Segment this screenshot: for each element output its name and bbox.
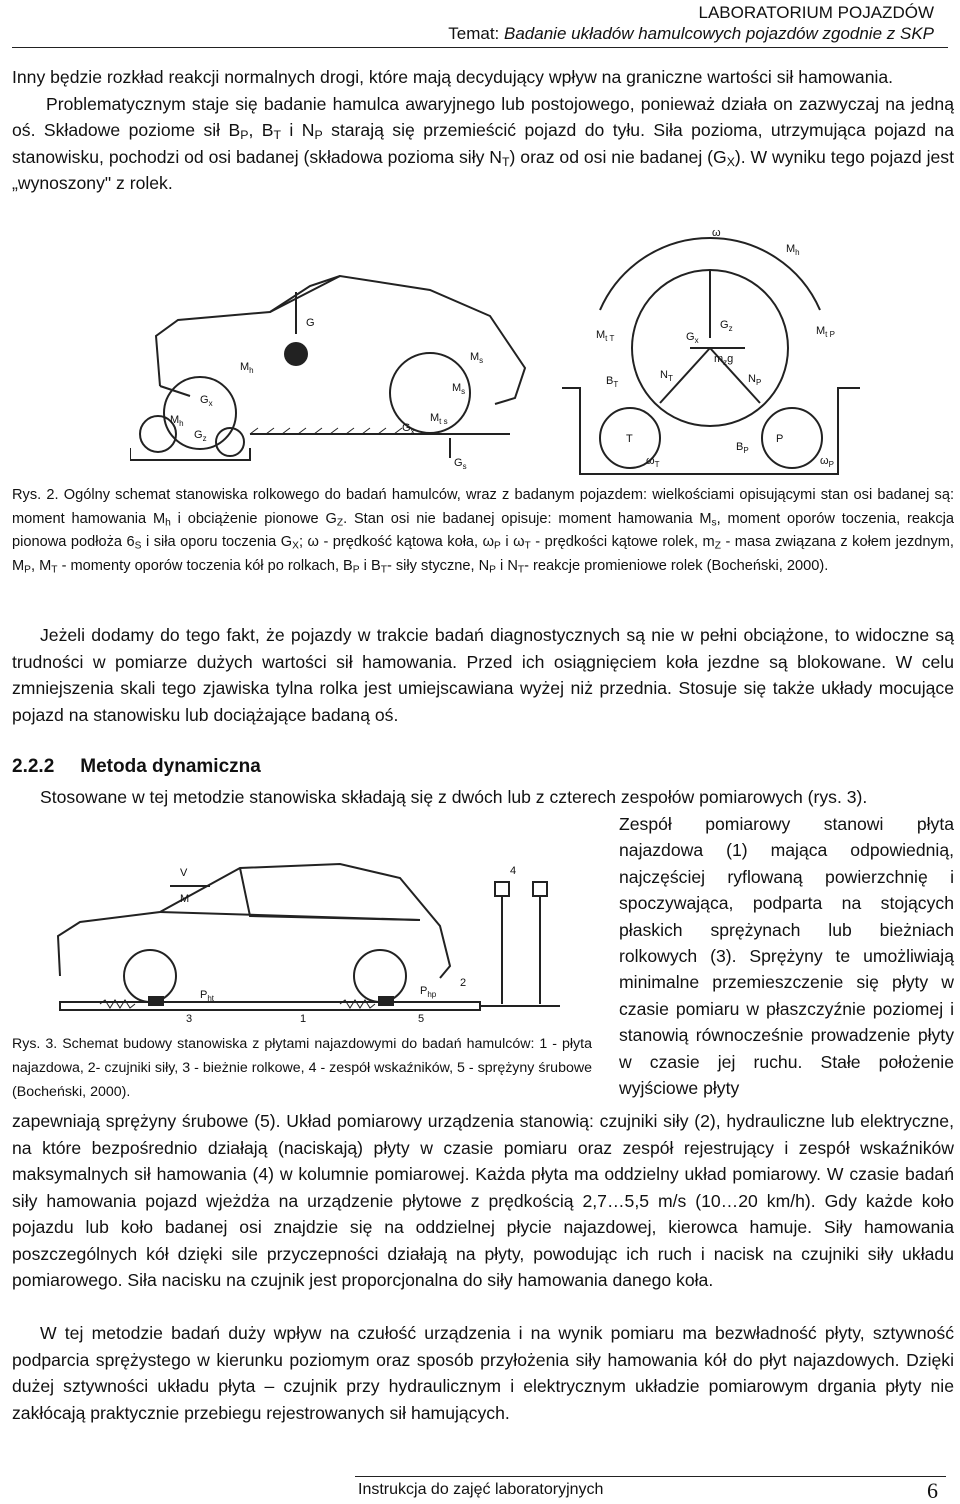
label-NT-base: N [660, 369, 668, 381]
label-MtT [596, 329, 614, 343]
text: i obciążenie pionowe G [170, 510, 337, 527]
figure-3-plate-stand-diagram [40, 826, 600, 1026]
subscript: P [489, 564, 496, 576]
subscript: s [711, 517, 717, 529]
subscript: T [380, 564, 387, 576]
label-Pht-base: P [200, 989, 208, 1001]
label-Gz-right [720, 319, 733, 333]
section-number: 2.2.2 [12, 756, 55, 777]
label-Gz-base: G [194, 429, 203, 441]
label-Gz3-sub: z [728, 324, 733, 333]
label-Mh-sub: h [249, 366, 254, 375]
subscript: X [726, 154, 735, 169]
subscript: P [494, 540, 501, 552]
label-NP-base: N [748, 373, 756, 385]
header-subtitle-topic: Badanie układów hamulcowych pojazdów zgodnie z SKP [504, 24, 934, 43]
subscript: P [24, 564, 31, 576]
label-Ms-2 [452, 382, 465, 396]
force-sensor-1 [148, 996, 164, 1006]
label-mzg-base: m [714, 353, 724, 365]
car-belt-line [160, 912, 420, 920]
label-Mh2-base: M [170, 414, 180, 426]
paragraph-3: Stosowane w tej metodzie stanowiska składają się z dwóch lub z czterech zespołów pomiarowych (rys. 3). [40, 787, 868, 807]
paragraph-2: Jeżeli dodamy do tego fakt, że pojazdy w trakcie badań diagnostycznych są nie w pełni obciążone, to widoczne są trudności w pomiarze dużych wartości sił hamowania. Przed ich osiągnięciem koła jezdne są blokowane. W celu zmniejszenia skali tego zjawiska tylna rolka jest umiejscawiana wyżej niż przednia. Stosuje się także układy mocujące pojazd na stanowisku lub dociążające badaną oś. [12, 625, 954, 725]
label-Gs-base: G [454, 457, 463, 469]
text: starają się przemieścić pojazd do tyłu. Siła pozioma, utrzymująca pojazd na stanowisku, pochodzi od osi badanej (składowa pozioma siły N [12, 120, 954, 167]
page-number: 6 [927, 1478, 938, 1503]
header-title: LABORATORIUM POJAZDÓW [698, 3, 934, 22]
label-omP-sub: P [828, 460, 834, 469]
text: - reakcje promieniowe rolek (Bocheński, 2000). [524, 557, 829, 574]
label-T: T [626, 433, 633, 445]
label-Mh-base: M [240, 361, 250, 373]
rear-wheel [354, 950, 406, 1002]
label-Ms-sub: s [479, 356, 484, 365]
label-Mh-right [786, 243, 800, 257]
label-Gx-base: G [200, 394, 209, 406]
subscript: h [165, 517, 171, 529]
label-Ms2-base: M [452, 382, 462, 394]
text: i N [495, 557, 518, 574]
subscript: T [273, 128, 282, 143]
header-subtitle [448, 23, 934, 44]
label-Gz3-base: G [720, 319, 729, 331]
label-NP [748, 373, 761, 387]
label-Mts-sub: t s [439, 417, 448, 426]
label-Gx3-sub: x [694, 336, 699, 345]
label-MtT-base: M [596, 329, 606, 341]
subscript: Z [714, 540, 721, 552]
text: , M [31, 557, 52, 574]
subscript: T [517, 564, 525, 576]
text: ) oraz od osi nie badanej (G [509, 146, 727, 167]
label-Mh2-sub: h [179, 419, 184, 428]
roller-pit-right [562, 388, 860, 474]
label-Mts-base: M [430, 412, 440, 424]
figure-2-caption [12, 484, 954, 578]
label-Gs-sub: s [462, 462, 467, 471]
text: - momenty oporów toczenia kół po rolkach, B [57, 557, 353, 574]
label-Ms-base: M [470, 351, 480, 363]
label-3: 3 [186, 1013, 193, 1025]
text: ; ω - prędkość kątowa koła, ω [298, 534, 495, 551]
text: . Stan osi nie badanej opisuje: moment hamowania M [343, 510, 712, 527]
label-MtP [816, 325, 835, 339]
indicator-box-2 [533, 882, 547, 896]
label-NT-sub: T [667, 374, 673, 383]
label-BP-base: B [736, 441, 744, 453]
label-omegaP [820, 455, 834, 469]
text: - siły styczne, N [386, 557, 490, 574]
subscript: T [502, 154, 510, 169]
label-BT-base: B [606, 375, 614, 387]
text: i B [359, 557, 381, 574]
label-Ms [470, 351, 483, 365]
label-Gz [194, 429, 207, 443]
label-mzg-g: g [727, 353, 734, 365]
subscript: S [134, 540, 142, 552]
text: i N [281, 120, 315, 140]
label-omT-sub: T [654, 460, 660, 469]
label-Ms2-sub: s [461, 387, 466, 396]
label-NP-sub: P [755, 378, 762, 387]
paragraph-5: W tej metodzie badań duży wpływ na czułość urządzenia i na wynik pomiaru ma bezwładność płyty, sztywność podparcia sprężystego w kierunku poziomym oraz sposób przyłożenia siły hamowania kół do płyt najazdowych. Dzięki dużej sztywności układu płyta – czujnik przy hydraulicznym i elektrycznym układzie pomiarowym drgania płyty nie zakłócają praktycznie przebiegu rejestrowanych sił hamujących. [12, 1323, 954, 1423]
label-mzg [714, 353, 733, 367]
roller-P [762, 408, 822, 468]
text: - masa związana z kołem jezdnym, M [12, 534, 954, 574]
label-Gs [454, 457, 467, 471]
page-header [448, 2, 934, 44]
label-Gx-right [686, 331, 699, 345]
text: i siła oporu toczenia G [141, 534, 293, 551]
text: ). W wyniku tego pojazd jest „wynoszony" z rolek. [12, 146, 954, 193]
label-BT-sub: T [613, 380, 619, 389]
label-G: G [306, 317, 315, 329]
side-paragraph: Zespół pomiarowy stanowi płyta najazdowa (1) mająca odpowiednią, najczęściej ryflowaną powierzchnię i spoczywająca, podparta na stojących płaskich sprężynach lub bieżniach rolkowych (3). Sprężyny te umożliwiają minimalne przemieszczenie się płyty w czasie pomiaru w płaszczyźnie poziomej i stanowią równocześnie prowadzenie płyty w czasie jej ruchu. Stałe położenie wyjściowe płyty [619, 814, 954, 1099]
text: i ω [500, 534, 525, 551]
paragraph-1 [12, 64, 954, 197]
label-4: 4 [510, 865, 517, 877]
force-sensor-2 [378, 996, 394, 1006]
label-Mh [240, 361, 254, 375]
label-Mh3-sub: h [795, 248, 800, 257]
label-Php-base: P [420, 985, 428, 997]
label-Php [420, 985, 437, 999]
label-BT [606, 375, 618, 389]
label-Gx [200, 394, 213, 408]
label-Gx-sub: x [208, 399, 213, 408]
paragraph-1b-text: Problematycznym staje się badanie hamulca awaryjnego lub postojowego, ponieważ działa on zazwyczaj na jedną oś. Składowe poziome sił B [12, 93, 954, 140]
label-NT [660, 369, 673, 383]
subscript: P [240, 128, 249, 143]
header-rule [12, 47, 948, 48]
center-of-mass-symbol [284, 342, 308, 366]
footer-text: Instrukcja do zajęć laboratoryjnych [358, 1481, 604, 1498]
label-omT-base: ω [646, 455, 655, 467]
subscript: T [51, 564, 58, 576]
car-body-outline [58, 864, 450, 978]
label-MtP-base: M [816, 325, 826, 337]
label-Mh3-base: M [786, 243, 796, 255]
label-mzg-sub: z [723, 358, 728, 367]
subscript: P [352, 564, 360, 576]
label-omega: ω [712, 228, 721, 239]
indicator-box-1 [495, 882, 509, 896]
label-V: V [180, 867, 188, 879]
text: , B [248, 120, 274, 140]
subscript: P [314, 128, 323, 143]
label-1: 1 [300, 1013, 307, 1025]
label-BP-sub: P [743, 446, 749, 455]
section-title: Metoda dynamiczna [80, 756, 261, 777]
label-Gx-2 [402, 422, 415, 436]
label-P: P [776, 433, 784, 445]
subscript: X [292, 540, 299, 552]
label-MtP-sub: t P [825, 330, 835, 339]
label-MtT-sub: t T [605, 334, 615, 343]
label-Gx3-base: G [686, 331, 695, 343]
label-BP [736, 441, 749, 455]
label-Php-sub: hp [427, 990, 437, 999]
text: Rys. 2. Ogólny schemat stanowiska rolkowego do badań hamulców, wraz z badanym pojazdem: wielkościami opisującymi stan osi badanej są: moment hamowania M [12, 487, 954, 527]
label-5: 5 [418, 1013, 425, 1025]
label-Gz-sub: z [202, 434, 207, 443]
figure-3-caption: Rys. 3. Schemat budowy stanowiska z płytami najazdowymi do badań hamulców: 1 - płyta najazdowa, 2- czujniki siły, 3 - bieżnie rolkowe, 4 - zespół wskaźników, 5 - sprężyny śrubowe (Bocheński, 2000). [12, 1036, 592, 1100]
text: - prędkości kątowe rolek, m [530, 534, 715, 551]
label-Mh-2 [170, 414, 184, 428]
paragraph-1-text: Inny będzie rozkład reakcji normalnych drogi, które mają decydujący wpływ na graniczne wartości sił hamowania. [12, 67, 894, 87]
label-omegaT [646, 455, 660, 469]
text: , moment oporów toczenia, reakcja pionowa podłoża 6 [12, 510, 955, 551]
label-Gx2-base: G [402, 422, 411, 434]
subscript: Z [336, 517, 344, 529]
front-wheel [124, 950, 176, 1002]
label-Mts [430, 412, 448, 426]
section-heading [12, 756, 261, 778]
label-Gx2-sub: x [410, 427, 415, 436]
label-Pht [200, 989, 215, 1003]
figure-2-roller-stand-diagram [130, 228, 870, 478]
label-omP-base: ω [820, 455, 829, 467]
paragraph-4: zapewniają sprężyny śrubowe (5). Układ pomiarowy urządzenia stanowią: czujniki siły (2), hydrauliczne lub elektryczne, na które bezpośrednio działają (naciskają) płyty w czasie pomiaru oraz zespół rejestrujący i zespół wskaźników maksymalnych sił hamowania (4) w kolumnie pomiarowej. Każda płyta ma oddzielny układ pomiarowy. W czasie badań siły hamowania pojazd wjeżdża na urządzenie płytowe z prędkością 2,7…5,5 m/s (10…20 km/h). Gdy każde koło pojazdu lub koło badanej osi znajdzie się na oddzielnej płycie najazdowej, kierowca hamuje. Siły hamowania poszczególnych kół dzięki sile przyczepności działają na płyty, powodując ich ruch i nacisk na czujniki siły układu pomiarowego. Siła nacisku na czujnik jest proporcjonalna do siły hamowania danego koła. [12, 1111, 954, 1290]
label-M: M [180, 893, 190, 905]
footer-rule [355, 1476, 946, 1477]
label-2: 2 [460, 977, 467, 989]
subscript: T [524, 540, 531, 552]
header-subtitle-prefix: Temat: [448, 24, 505, 43]
label-Pht-sub: ht [207, 994, 215, 1003]
